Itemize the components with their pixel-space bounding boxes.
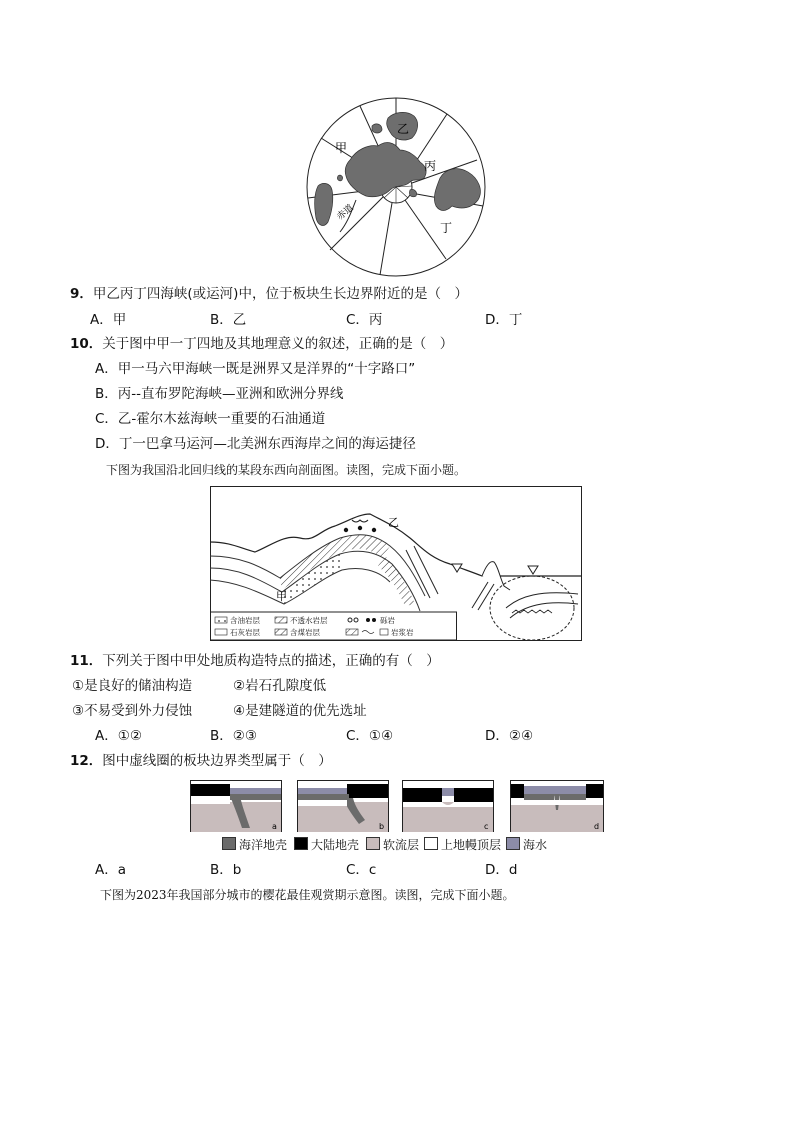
q10-stem: 10．关于图中甲一丁四地及其地理意义的叙述，正确的是（ ） xyxy=(70,336,454,352)
q10-option-c[interactable]: C．乙-霍尔木兹海峡一重要的石油通道 xyxy=(95,411,326,427)
panel-label-c: c xyxy=(484,822,489,831)
q11-option-c[interactable]: C．①④ xyxy=(346,728,394,744)
legend-asthenosphere: 软流层 xyxy=(366,836,419,853)
q11-statement-2: ②岩石孔隙度低 xyxy=(233,678,327,694)
small-island-2 xyxy=(409,189,416,196)
legend-continental-crust: 大陆地壳 xyxy=(294,836,359,853)
eurasia-landmass xyxy=(345,143,426,197)
legend-impermeable: 不透水岩层 xyxy=(290,616,328,625)
polar-map xyxy=(0,0,794,300)
northamerica-landmass xyxy=(434,169,480,211)
panel-c xyxy=(402,780,494,832)
legend-limestone: 石灰岩层 xyxy=(230,628,260,637)
intro-sakura: 下图为2023年我国部分城市的樱花最佳观赏期示意图。读图，完成下面小题。 xyxy=(100,888,515,902)
q10-option-a[interactable]: A．甲一马六甲海峡一既是洲界又是洋界的“十字路口” xyxy=(95,361,416,377)
swatch-continental-crust xyxy=(294,837,308,850)
q11-statement-3: ③不易受到外力侵蚀 xyxy=(72,703,193,719)
map-label-yi: 乙 xyxy=(397,122,410,136)
intro-profile: 下图为我国沿北回归线的某段东西向剖面图。读图，完成下面小题。 xyxy=(106,463,467,477)
panel-d xyxy=(510,780,604,832)
swatch-upper-mantle-top xyxy=(424,837,438,850)
panel-label-a: a xyxy=(272,822,277,831)
profile-label-yi: 乙 xyxy=(388,516,399,529)
panel-label-b: b xyxy=(379,822,385,831)
q11-statement-4: ④是建隧道的优先选址 xyxy=(233,703,367,719)
plate-boundary-panels xyxy=(190,780,604,832)
q12-option-b[interactable]: B．b xyxy=(210,862,242,878)
small-island-3 xyxy=(337,175,342,181)
swatch-asthenosphere xyxy=(366,837,380,850)
swatch-oceanic-crust xyxy=(222,837,236,850)
q11-option-a[interactable]: A．①② xyxy=(95,728,142,744)
q9-stem: 9．甲乙丙丁四海峡(或运河)中，位于板块生长边界附近的是（ ） xyxy=(70,286,468,302)
q9-option-c[interactable]: C．丙 xyxy=(346,312,383,328)
q9-option-d[interactable]: D．丁 xyxy=(485,312,523,328)
geologic-profile xyxy=(210,486,582,642)
q12-option-c[interactable]: C．c xyxy=(346,862,377,878)
legend-coal: 含煤岩层 xyxy=(290,628,320,637)
legend-magmatic: 岩浆岩 xyxy=(391,628,414,637)
q9-option-b[interactable]: B．乙 xyxy=(210,312,247,328)
swatch-seawater xyxy=(506,837,520,850)
legend-oil: 含油岩层 xyxy=(230,616,260,625)
map-label-equator: 赤道 xyxy=(335,203,356,223)
q10-option-b[interactable]: B．丙--直布罗陀海峡—亚洲和欧洲分界线 xyxy=(95,386,344,402)
map-label-jia: 甲 xyxy=(335,141,348,155)
panel-a xyxy=(190,780,282,832)
q11-option-d[interactable]: D．②④ xyxy=(485,728,534,744)
q12-option-d[interactable]: D．d xyxy=(485,862,518,878)
legend-upper-mantle-top: 上地幔顶层 xyxy=(424,836,501,853)
legend-oceanic-crust: 海洋地壳 xyxy=(222,836,287,853)
panel-b xyxy=(297,780,389,832)
small-island-1 xyxy=(372,124,382,133)
legend-conglomerate: 砾岩 xyxy=(380,616,395,625)
q12-option-a[interactable]: A．a xyxy=(95,862,127,878)
q11-option-b[interactable]: B．②③ xyxy=(210,728,257,744)
legend-seawater: 海水 xyxy=(506,836,547,853)
map-label-ding: 丁 xyxy=(440,221,453,235)
africa-landmass xyxy=(315,183,333,225)
q11-statement-1: ①是良好的储油构造 xyxy=(72,678,193,694)
q9-option-a[interactable]: A．甲 xyxy=(90,312,127,328)
profile-label-jia: 甲 xyxy=(276,590,287,603)
panel-label-d: d xyxy=(594,822,600,831)
q10-option-d[interactable]: D．丁一巴拿马运河—北美洲东西海岸之间的海运捷径 xyxy=(95,436,416,452)
q12-stem: 12．图中虚线圈的板块边界类型属于（ ） xyxy=(70,753,332,769)
map-label-bing: 丙 xyxy=(424,159,437,173)
q11-stem: 11．下列关于图中甲处地质构造特点的描述，正确的有（ ） xyxy=(70,653,440,669)
